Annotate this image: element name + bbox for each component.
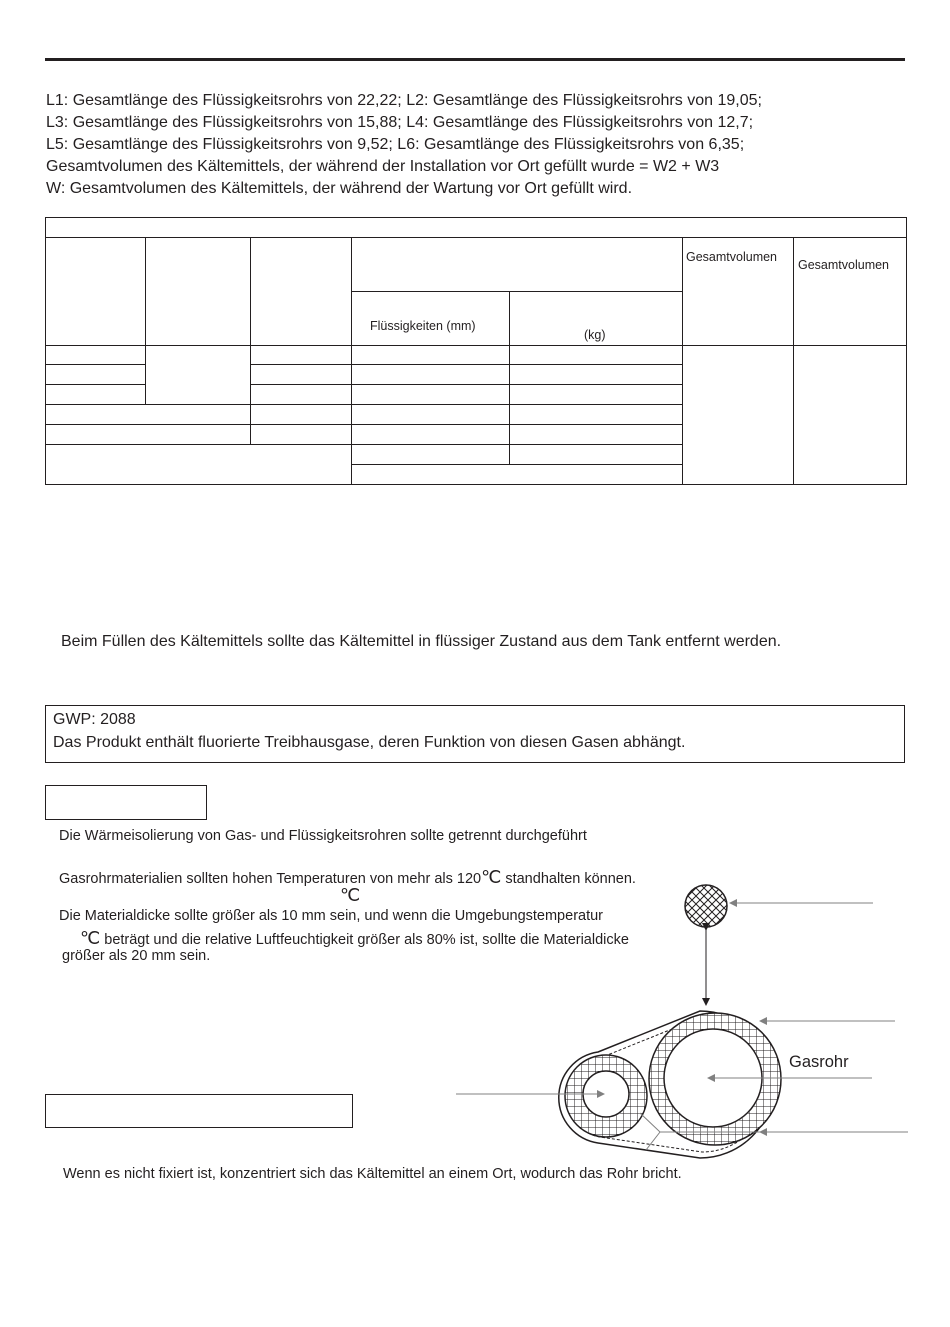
fixing-note: Wenn es nicht fixiert ist, konzentriert sich das Kältemittel an einem Ort, wodurch das Rohr bricht. [63,1166,682,1182]
insulation-line-2: Gasrohrmaterialien sollten hohen Temperaturen von mehr als 120℃ standhalten können. [59,867,636,887]
insulation-sample [685,885,727,927]
charging-note: Beim Füllen des Kältemittels sollte das Kältemittel in flüssiger Zustand aus dem Tank entfernt werden. [61,633,782,650]
insulation-line-1: Die Wärmeisolierung von Gas- und Flüssigkeitsrohren sollte getrennt durchgeführt [59,828,587,844]
legend-line: W: Gesamtvolumen des Kältemittels, der während der Wartung vor Ort gefüllt wird. [46,180,633,197]
col-kg: (kg) [584,328,606,342]
legend-line: L3: Gesamtlänge des Flüssigkeitsrohrs von 15,88; L4: Gesamtlänge des Flüssigkeitsrohrs von 12,7; [46,114,754,131]
insulation-line-3: Die Materialdicke sollte größer als 10 mm sein, und wenn die Umgebungstemperatur [59,908,604,924]
gwp-description: Das Produkt enthält fluorierte Treibhausgase, deren Funktion von diesen Gasen abhängt. [53,734,686,751]
insulation-line-4: ℃ beträgt und die relative Luftfeuchtigkeit größer als 80% ist, sollte die Materialdicke [80,928,629,948]
legend-line: L1: Gesamtlänge des Flüssigkeitsrohrs von 22,22; L2: Gesamtlänge des Flüssigkeitsrohrs von 19,05; [46,92,762,109]
col-liquid-mm: Flüssigkeiten (mm) [370,319,476,333]
legend-line: Gesamtvolumen des Kältemittels, der während der Installation vor Ort gefüllt wurde = W2 + W3 [46,158,720,175]
col-total-volume-2: Gesamtvolumen [798,258,890,272]
insulation-line-5: größer als 20 mm sein. [62,948,211,964]
degree-symbol: ℃ [340,885,361,905]
degree-symbol: ℃ [481,867,502,887]
gwp-value: GWP: 2088 [53,711,136,728]
legend-line: L5: Gesamtlänge des Flüssigkeitsrohrs von 9,52; L6: Gesamtlänge des Flüssigkeitsrohrs von 6,35; [46,136,745,153]
gas-pipe-label: Gasrohr [789,1053,849,1071]
col-total-volume-1: Gesamtvolumen [686,250,778,264]
degree-symbol: ℃ [80,928,101,948]
